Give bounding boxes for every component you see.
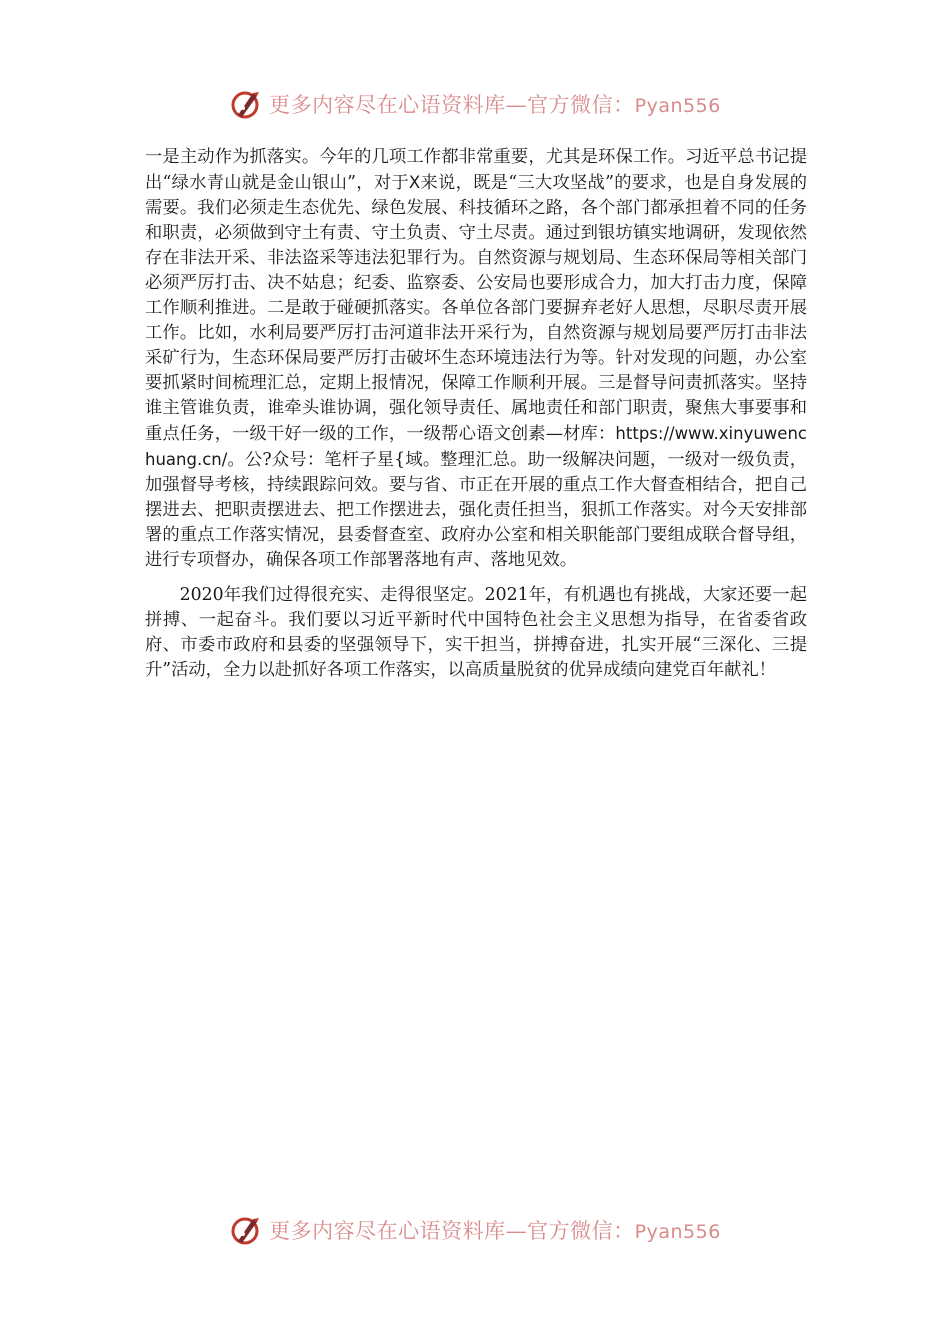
header-banner-label: 更多内容尽在心语资料库—官方微信： — [269, 93, 635, 117]
footer-banner-text — [269, 1215, 721, 1245]
paragraph-1 — [145, 145, 807, 573]
pen-nib-logo-icon — [229, 1213, 263, 1247]
paragraph-1-part-2: X — [408, 173, 421, 192]
document-body — [145, 145, 807, 683]
header-banner-text — [269, 89, 721, 119]
paragraph-2: 2020年我们过得很充实、走得很坚定。2021年，有机遇也有挑战，大家还要一起拼搏、一起奋斗。我们要以习近平新时代中国特色社会主义思想为指导，在省委省政府、市委市政府和县委的坚强领导下，实干担当，拼搏奋进，扎实开展“三深化、三提升”活动，全力以赴抓好各项工作落实，以高质量脱贫的优异成绩向建党百年献礼！ — [145, 585, 807, 680]
header-banner-wechat-id: Pyan556 — [634, 95, 721, 117]
footer-banner — [0, 1210, 950, 1250]
pen-nib-logo-icon — [229, 87, 263, 121]
paragraph-1-part-5: 。公?众号：笔杆子星{域。整理汇总。助一级解决问题，一级对一级负责，加强督导考核，持续跟踪问效。要与省、市正在开展的重点工作大督查相结合，把自己摆进去、把职责摆进去、把工作摆进去，强化责任担当，狠抓工作落实。对今天安排部署的重点工作落实情况，县委督查室、政府办公室和相关职能部门要组成联合督导组，进行专项督办，确保各项工作部署落地有声、落地见效。 — [145, 450, 807, 570]
footer-banner-wechat-id: Pyan556 — [634, 1221, 721, 1243]
paragraph-1-url: https://www.xinyuwenchuang.cn/ — [145, 424, 807, 469]
paragraph-1-part-3: 来说，既是“三大攻坚战”的要求，也是自身发展的需要。我们必须走生态优先、绿色发展、科技循环之路，各个部门都承担着不同的任务和职责，必须做到守土有责、守土负责、守土尽责。通过到银坊镇实地调研，发现依然存在非法开采、非法盗采等违法犯罪行为。自然资源与规划局、生态环保局等相关部门必须严厉打击、决不姑息；纪委、监察委、公安局也要形成合力，加大打击力度，保障工作顺利推进。二是敢于碰硬抓落实。各单位各部门要摒弃老好人思想，尽职尽责开展工作。比如，水利局要严厉打击河道非法开采行为，自然资源与规划局要严厉打击非法采矿行为，生态环保局要严厉打击破坏生态环境违法行为等。针对发现的问题，办公室要抓紧时间梳理汇总，定期上报情况，保障工作顺利开展。三是督导问责抓落实。坚持谁主管谁负责，谁牵头谁协调，强化领导责任、属地责任和部门职责，聚焦大事要事和重点任务，一级干好一级的工作，一级帮心语文创素—材库： — [145, 173, 808, 444]
footer-banner-label: 更多内容尽在心语资料库—官方微信： — [269, 1219, 635, 1243]
header-banner — [0, 84, 950, 124]
paragraph-1-part-1: 一是主动作为抓落实。今年的几项工作都非常重要，尤其是环保工作。习近平总书记提出“绿水青山就是金山银山”，对于 — [145, 147, 807, 193]
